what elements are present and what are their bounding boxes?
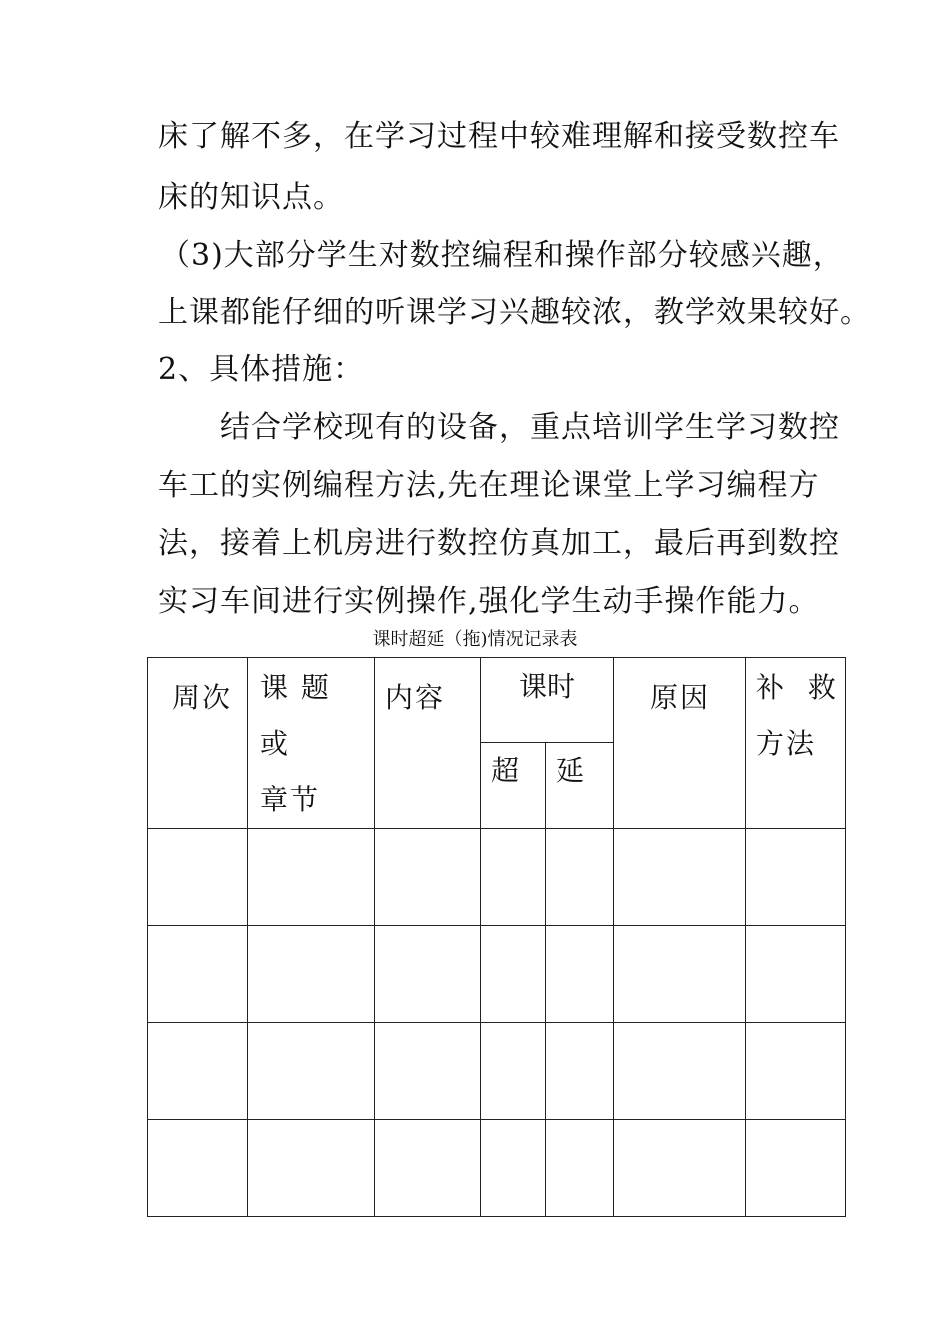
header-remedy-line1: 补 救 bbox=[756, 671, 838, 704]
table-cell[interactable] bbox=[481, 1120, 546, 1217]
table-row bbox=[148, 1120, 846, 1217]
table-cell[interactable] bbox=[481, 1023, 546, 1120]
table-cell[interactable] bbox=[614, 829, 746, 926]
table-cell[interactable] bbox=[248, 1023, 375, 1120]
paragraph-line-8: 法，接着上机房进行数控仿真加工，最后再到数控 bbox=[158, 526, 840, 561]
table-cell[interactable] bbox=[746, 829, 846, 926]
table-cell[interactable] bbox=[248, 829, 375, 926]
header-topic-line1: 课 题 或 bbox=[260, 671, 331, 760]
table-cell[interactable] bbox=[375, 926, 481, 1023]
header-over bbox=[481, 742, 546, 828]
table-row bbox=[148, 829, 846, 926]
table-cell[interactable] bbox=[248, 926, 375, 1023]
table-cell[interactable] bbox=[546, 1023, 614, 1120]
table-cell[interactable] bbox=[614, 1023, 746, 1120]
table-row bbox=[148, 926, 846, 1023]
section-heading-measures: 2、具体措施： bbox=[158, 352, 365, 387]
table-cell[interactable] bbox=[746, 1023, 846, 1120]
paragraph-line-4: 上课都能仔细的听课学习兴趣较浓，教学效果较好。 bbox=[158, 295, 871, 330]
header-week-label: 周次 bbox=[172, 681, 233, 714]
table-cell[interactable] bbox=[481, 829, 546, 926]
header-remedy-line2: 方法 bbox=[756, 727, 817, 760]
paragraph-line-9: 实习车间进行实例操作,强化学生动手操作能力。 bbox=[158, 584, 820, 619]
paragraph-line-6: 结合学校现有的设备，重点培训学生学习数控 bbox=[220, 410, 840, 445]
table-cell[interactable] bbox=[375, 829, 481, 926]
header-topic-line2: 章节 bbox=[260, 783, 321, 816]
table-cell[interactable] bbox=[148, 926, 248, 1023]
header-hours bbox=[481, 658, 614, 743]
header-delay bbox=[546, 742, 614, 828]
header-week bbox=[148, 658, 248, 829]
table-cell[interactable] bbox=[746, 926, 846, 1023]
table-cell[interactable] bbox=[614, 926, 746, 1023]
table-cell[interactable] bbox=[248, 1120, 375, 1217]
table-title: 课时超延（拖)情况记录表 bbox=[372, 629, 578, 650]
table-row bbox=[148, 1023, 846, 1120]
table-cell[interactable] bbox=[546, 926, 614, 1023]
header-delay-label: 延 bbox=[556, 753, 585, 787]
table-cell[interactable] bbox=[614, 1120, 746, 1217]
table-cell[interactable] bbox=[546, 1120, 614, 1217]
paragraph-line-3: （3)大部分学生对数控编程和操作部分较感兴趣， bbox=[160, 238, 844, 273]
header-remedy bbox=[746, 658, 846, 829]
paragraph-line-7: 车工的实例编程方法,先在理论课堂上学习编程方 bbox=[158, 468, 820, 503]
header-content bbox=[375, 658, 481, 829]
paragraph-line-1: 床了解不多，在学习过程中较难理解和接受数控车 bbox=[158, 119, 840, 154]
paragraph-line-2: 床的知识点。 bbox=[158, 180, 344, 215]
table-cell[interactable] bbox=[546, 829, 614, 926]
record-table bbox=[147, 657, 846, 1217]
header-reason-label: 原因 bbox=[650, 681, 711, 714]
table-cell[interactable] bbox=[746, 1120, 846, 1217]
header-over-label: 超 bbox=[491, 753, 520, 787]
table-cell[interactable] bbox=[375, 1023, 481, 1120]
table-cell[interactable] bbox=[148, 1120, 248, 1217]
table-cell[interactable] bbox=[148, 829, 248, 926]
table-cell[interactable] bbox=[375, 1120, 481, 1217]
table-cell[interactable] bbox=[148, 1023, 248, 1120]
header-content-label: 内容 bbox=[385, 681, 446, 714]
header-row bbox=[148, 658, 846, 743]
table-cell[interactable] bbox=[481, 926, 546, 1023]
header-topic bbox=[248, 658, 375, 829]
header-hours-label: 课时 bbox=[519, 670, 576, 703]
header-reason bbox=[614, 658, 746, 829]
